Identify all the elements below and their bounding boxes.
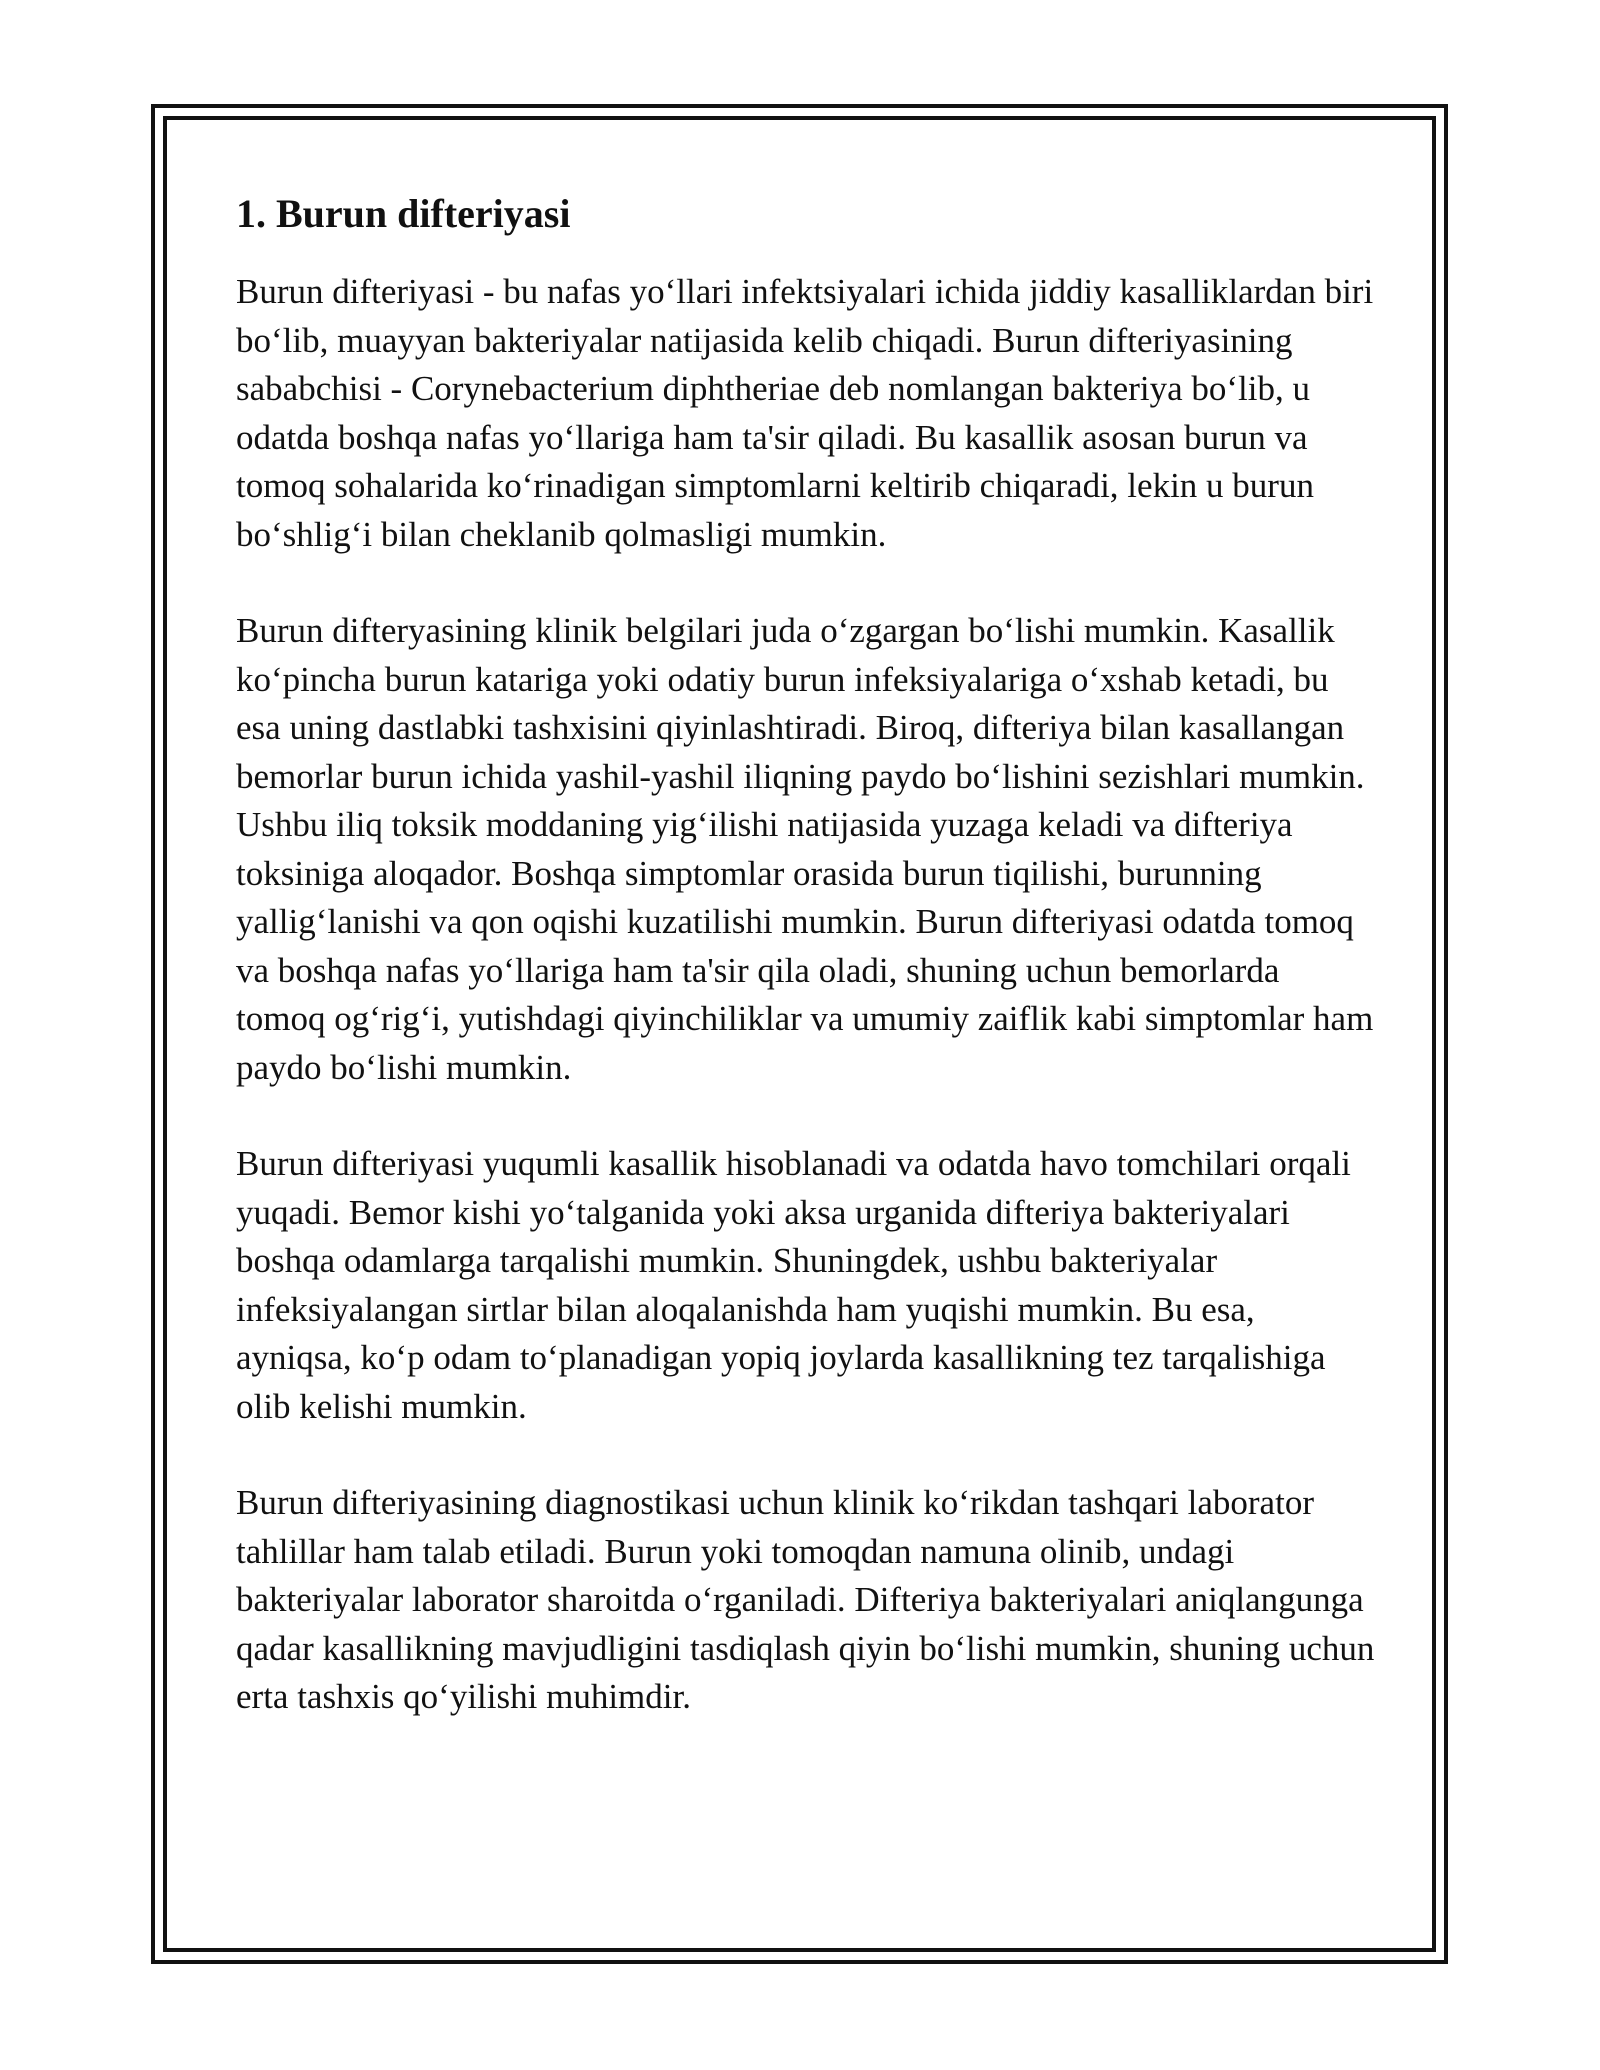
section-heading: 1. Burun difteriyasi	[236, 191, 571, 236]
paragraph-4: Burun difteriyasining diagnostikasi uchun klinik ko‘rikdan tashqari laborator tahlillar ham talab etiladi. Burun yoki tomoqdan namuna olinib, undagi bakteriyalar laborator sharoitda o‘rganiladi. Difteriya bakteriyalari aniqlangunga qadar kasallikning mavjudligini tasdiqlash qiyin bo‘lishi mumkin, shuning uchun erta tashxis qo‘yilishi muhimdir.	[236, 1483, 1375, 1716]
paragraph-3: Burun difteriyasi yuqumli kasallik hisoblanadi va odatda havo tomchilari orqali yuqadi. Bemor kishi yo‘talganida yoki aksa urganida difteriya bakteriyalari boshqa odamlarga tarqalishi mumkin. Shuningdek, ushbu bakteriyalar infeksiyalangan sirtlar bilan aloqalanishda ham yuqishi mumkin. Bu esa, ayniqsa, ko‘p odam to‘planadigan yopiq joylarda kasallikning tez tarqalishiga olib kelishi mumkin.	[236, 1144, 1351, 1426]
paragraph-2: Burun difteryasining klinik belgilari juda o‘zgargan bo‘lishi mumkin. Kasallik ko‘pincha burun katariga yoki odatiy burun infeksiyalariga o‘xshab ketadi, bu esa uning dastlabki tashxisini qiyinlashtiradi. Biroq, difteriya bilan kasallangan bemorlar burun ichida yashil-yashil iliqning paydo bo‘lishini sezishlari mumkin. Ushbu iliq toksik moddaning yig‘ilishi natijasida yuzaga keladi va difteriya toksiniga aloqador. Boshqa simptomlar orasida burun tiqilishi, burunning yallig‘lanishi va qon oqishi kuzatilishi mumkin. Burun difteriyasi odatda tomoq va boshqa nafas yo‘llariga ham ta'sir qila oladi, shuning uchun bemorlarda tomoq og‘rig‘i, yutishdagi qiyinchiliklar va umumiy zaiflik kabi simptomlar ham paydo bo‘lishi mumkin.	[236, 611, 1374, 1087]
document-body	[236, 188, 1376, 1770]
paragraph-1: Burun difteriyasi - bu nafas yo‘llari infektsiyalari ichida jiddiy kasalliklardan biri bo‘lib, muayyan bakteriyalar natijasida kelib chiqadi. Burun difteriyasining sababchisi - Corynebacterium diphtheriae deb nomlangan bakteriya bo‘lib, u odatda boshqa nafas yo‘llariga ham ta'sir qiladi. Bu kasallik asosan burun va tomoq sohalarida ko‘rinadigan simptomlarni keltirib chiqaradi, lekin u burun bo‘shlig‘i bilan cheklanib qolmasligi mumkin.	[236, 272, 1374, 554]
